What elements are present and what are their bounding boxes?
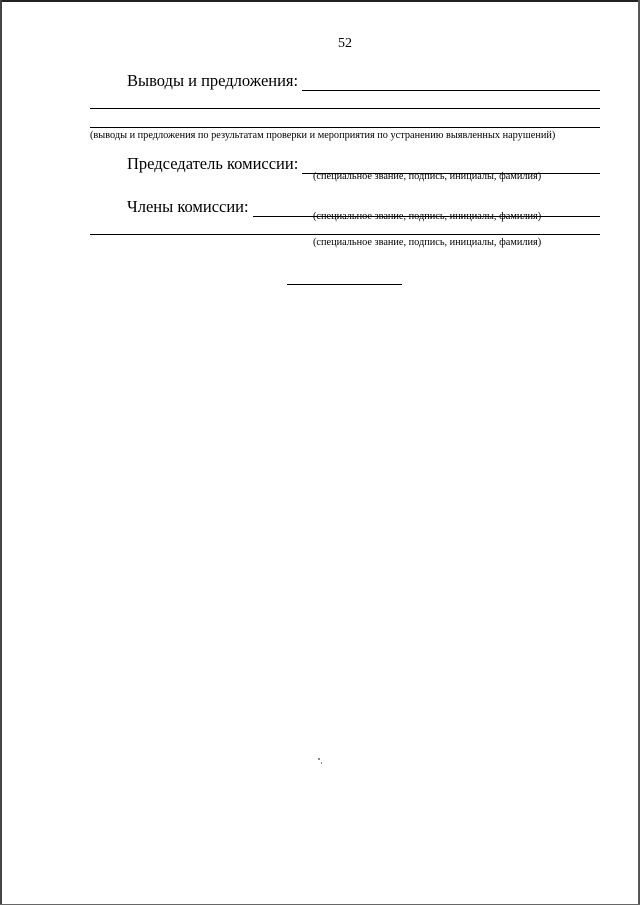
- members-label: Члены комиссии:: [127, 197, 249, 216]
- conclusions-label: Выводы и предложения:: [127, 71, 299, 90]
- chairman-caption: (специальное звание, подпись, инициалы, фамилия): [313, 171, 542, 182]
- scan-speck: [321, 762, 322, 764]
- page-edge-top: [0, 0, 640, 2]
- member-caption-1: (специальное звание, подпись, инициалы, фамилия): [313, 211, 542, 222]
- page-edge-left: [0, 0, 2, 905]
- conclusions-field: [127, 73, 600, 91]
- scan-speck: [318, 758, 320, 760]
- conclusions-caption: (выводы и предложения по результатам проверки и мероприятия по устранению выявленных нарушений): [90, 130, 556, 141]
- conclusions-line-3[interactable]: [90, 127, 600, 128]
- page-number: 52: [338, 36, 352, 51]
- end-of-document-rule: [287, 284, 402, 285]
- member-signature-line-2[interactable]: [90, 234, 600, 235]
- chairman-label: Председатель комиссии:: [127, 154, 299, 173]
- member-caption-2: (специальное звание, подпись, инициалы, фамилия): [313, 237, 542, 248]
- conclusions-line-2[interactable]: [90, 108, 600, 109]
- conclusions-input-line[interactable]: [302, 89, 600, 91]
